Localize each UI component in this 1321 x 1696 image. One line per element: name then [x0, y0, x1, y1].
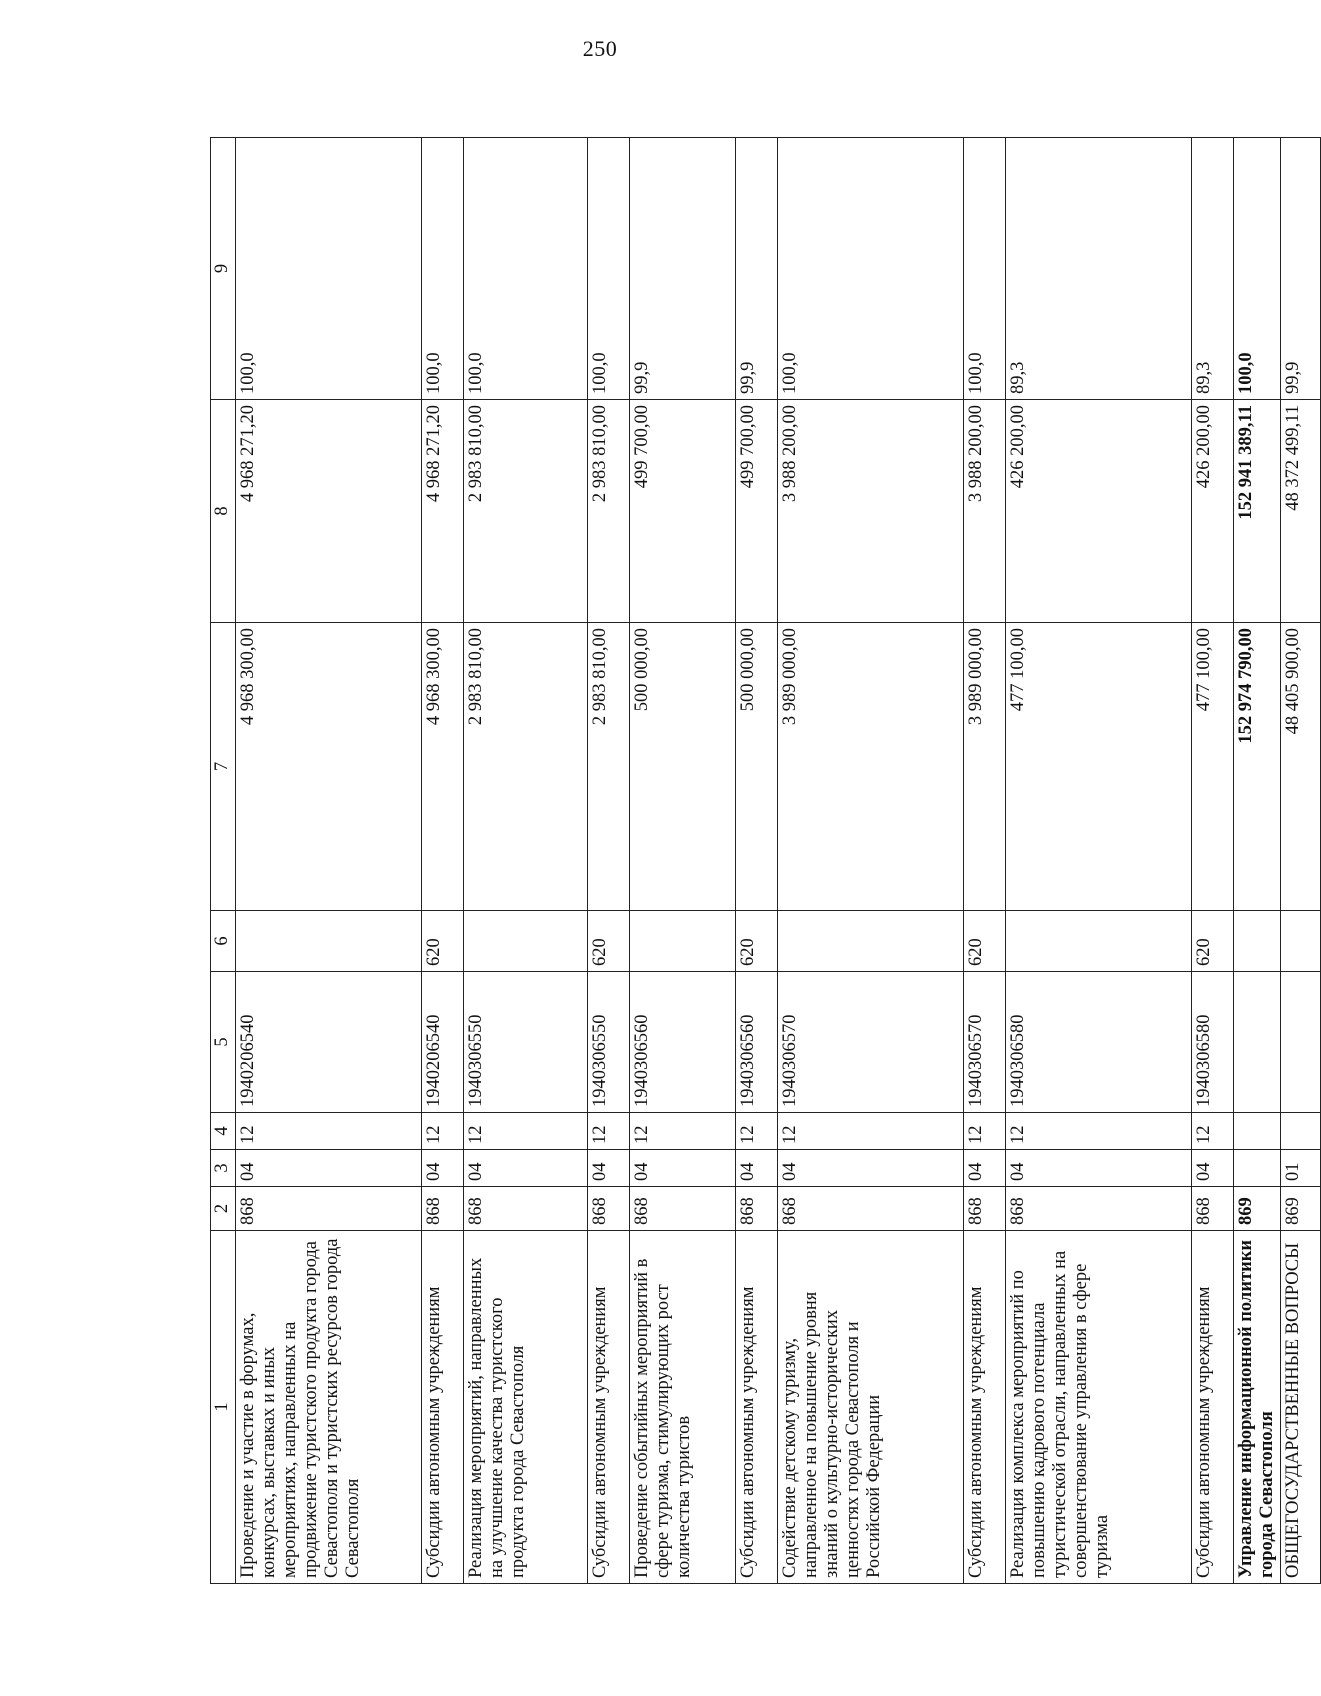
row-approved-amount-cell: 2 983 810,00 [464, 623, 588, 911]
header-cell-9: 9 [211, 138, 236, 400]
row-target-item-cell: 1940306580 [1006, 972, 1192, 1113]
row-expense-type-cell [1006, 911, 1192, 972]
table-row [464, 138, 588, 1584]
row-approved-amount-cell: 4 968 300,00 [422, 623, 464, 911]
row-executed-amount-cell: 499 700,00 [630, 400, 736, 623]
row-expense-type-cell: 620 [736, 911, 778, 972]
row-subsection-code-cell: 12 [964, 1113, 1006, 1150]
header-cell-8: 8 [211, 400, 236, 623]
row-approved-amount-cell: 48 405 900,00 [1281, 623, 1321, 911]
row-executed-amount-cell: 48 372 499,11 [1281, 400, 1321, 623]
row-name-cell: Проведение событийных мероприятий в сфере туризма, стимулирующих рост количества туристов [630, 1231, 736, 1584]
row-name-cell: ОБЩЕГОСУДАРСТВЕННЫЕ ВОПРОСЫ [1281, 1231, 1321, 1584]
row-executed-amount-cell: 4 968 271,20 [422, 400, 464, 623]
row-subsection-code-cell: 12 [422, 1113, 464, 1150]
row-approved-amount-cell: 500 000,00 [736, 623, 778, 911]
row-name-cell: Субсидии автономным учреждениям [736, 1231, 778, 1584]
row-executed-amount-cell: 499 700,00 [736, 400, 778, 623]
row-executed-amount-cell: 426 200,00 [1192, 400, 1234, 623]
row-approved-amount-cell: 477 100,00 [1006, 623, 1192, 911]
row-percent-cell: 89,3 [1192, 138, 1234, 400]
row-name-cell: Субсидии автономным учреждениям [588, 1231, 630, 1584]
row-expense-type-cell: 620 [1192, 911, 1234, 972]
header-cell-7: 7 [211, 623, 236, 911]
table-row [736, 138, 778, 1584]
row-executed-amount-cell: 2 983 810,00 [464, 400, 588, 623]
row-subsection-code-cell: 12 [1006, 1113, 1192, 1150]
header-row [211, 138, 236, 1584]
row-approved-amount-cell: 152 974 790,00 [1234, 623, 1281, 911]
row-name-cell: Субсидии автономным учреждениям [422, 1231, 464, 1584]
budget-table [210, 137, 1321, 1584]
row-percent-cell: 100,0 [588, 138, 630, 400]
row-subsection-code-cell [1234, 1113, 1281, 1150]
row-percent-cell: 100,0 [778, 138, 964, 400]
row-expense-type-cell: 620 [964, 911, 1006, 972]
row-department-code-cell: 868 [422, 1187, 464, 1231]
page-number: 250 [582, 36, 618, 61]
header-cell-6: 6 [211, 911, 236, 972]
table-row [964, 138, 1006, 1584]
row-expense-type-cell [1234, 911, 1281, 972]
row-percent-cell: 100,0 [964, 138, 1006, 400]
row-executed-amount-cell: 2 983 810,00 [588, 400, 630, 623]
row-department-code-cell: 868 [464, 1187, 588, 1231]
row-percent-cell: 100,0 [1234, 138, 1281, 400]
row-executed-amount-cell: 426 200,00 [1006, 400, 1192, 623]
row-name-cell: Проведение и участие в форумах, конкурсах, выставках и иных мероприятиях, направленных на продвижение туристского продукта города Севастополя и туристских ресурсов города Севастополя [236, 1231, 422, 1584]
row-section-code-cell [1234, 1150, 1281, 1187]
row-expense-type-cell [464, 911, 588, 972]
row-approved-amount-cell: 3 989 000,00 [964, 623, 1006, 911]
row-expense-type-cell [1281, 911, 1321, 972]
row-percent-cell: 100,0 [422, 138, 464, 400]
row-target-item-cell: 1940206540 [236, 972, 422, 1113]
row-section-code-cell: 01 [1281, 1150, 1321, 1187]
row-expense-type-cell: 620 [422, 911, 464, 972]
row-department-code-cell: 868 [778, 1187, 964, 1231]
table-body [211, 138, 1321, 1584]
row-approved-amount-cell: 3 989 000,00 [778, 623, 964, 911]
row-name-cell: Содействие детскому туризму, направленное на повышение уровня знаний о культурно-исторических ценностях города Севастополя и Российской Федерации [778, 1231, 964, 1584]
row-expense-type-cell [630, 911, 736, 972]
header-cell-4: 4 [211, 1113, 236, 1150]
table-row [1006, 138, 1192, 1584]
row-executed-amount-cell: 3 988 200,00 [778, 400, 964, 623]
row-target-item-cell: 1940306550 [464, 972, 588, 1113]
row-section-code-cell: 04 [736, 1150, 778, 1187]
table-row [778, 138, 964, 1584]
row-name-cell: Управление информационной политики города Севастополя [1234, 1231, 1281, 1584]
table-row [1192, 138, 1234, 1584]
row-section-code-cell: 04 [778, 1150, 964, 1187]
row-section-code-cell: 04 [588, 1150, 630, 1187]
row-target-item-cell: 1940306570 [778, 972, 964, 1113]
row-percent-cell: 89,3 [1006, 138, 1192, 400]
row-expense-type-cell: 620 [588, 911, 630, 972]
row-section-code-cell: 04 [236, 1150, 422, 1187]
table-row [630, 138, 736, 1584]
row-approved-amount-cell: 500 000,00 [630, 623, 736, 911]
table-row [422, 138, 464, 1584]
row-target-item-cell [1281, 972, 1321, 1113]
row-subsection-code-cell [1281, 1113, 1321, 1150]
row-name-cell: Реализация мероприятий, направленных на улучшение качества туристского продукта города Севастополя [464, 1231, 588, 1584]
header-cell-3: 3 [211, 1150, 236, 1187]
row-approved-amount-cell: 4 968 300,00 [236, 623, 422, 911]
row-section-code-cell: 04 [630, 1150, 736, 1187]
row-subsection-code-cell: 12 [630, 1113, 736, 1150]
row-target-item-cell: 1940306570 [964, 972, 1006, 1113]
row-subsection-code-cell: 12 [778, 1113, 964, 1150]
row-subsection-code-cell: 12 [464, 1113, 588, 1150]
row-name-cell: Субсидии автономным учреждениям [1192, 1231, 1234, 1584]
header-cell-5: 5 [211, 972, 236, 1113]
row-target-item-cell: 1940306580 [1192, 972, 1234, 1113]
row-subsection-code-cell: 12 [1192, 1113, 1234, 1150]
row-approved-amount-cell: 477 100,00 [1192, 623, 1234, 911]
row-executed-amount-cell: 4 968 271,20 [236, 400, 422, 623]
row-target-item-cell [1234, 972, 1281, 1113]
row-section-code-cell: 04 [464, 1150, 588, 1187]
rotated-table-container [210, 138, 1304, 1584]
row-subsection-code-cell: 12 [588, 1113, 630, 1150]
header-cell-1: 1 [211, 1231, 236, 1584]
row-section-code-cell: 04 [1192, 1150, 1234, 1187]
row-department-code-cell: 868 [964, 1187, 1006, 1231]
row-department-code-cell: 869 [1234, 1187, 1281, 1231]
row-subsection-code-cell: 12 [236, 1113, 422, 1150]
row-name-cell: Субсидии автономным учреждениям [964, 1231, 1006, 1584]
row-department-code-cell: 868 [736, 1187, 778, 1231]
row-section-code-cell: 04 [1006, 1150, 1192, 1187]
table-row [1281, 138, 1321, 1584]
row-target-item-cell: 1940306560 [736, 972, 778, 1113]
row-expense-type-cell [778, 911, 964, 972]
row-expense-type-cell [236, 911, 422, 972]
row-department-code-cell: 868 [630, 1187, 736, 1231]
row-percent-cell: 100,0 [464, 138, 588, 400]
row-name-cell: Реализация комплекса мероприятий по повышению кадрового потенциала туристической отрасли, направленных на совершенствование управления в сфере туризма [1006, 1231, 1192, 1584]
row-target-item-cell: 1940306560 [630, 972, 736, 1113]
table-row [236, 138, 422, 1584]
row-target-item-cell: 1940206540 [422, 972, 464, 1113]
header-cell-2: 2 [211, 1187, 236, 1231]
row-executed-amount-cell: 3 988 200,00 [964, 400, 1006, 623]
row-department-code-cell: 868 [236, 1187, 422, 1231]
row-target-item-cell: 1940306550 [588, 972, 630, 1113]
row-department-code-cell: 868 [1006, 1187, 1192, 1231]
row-approved-amount-cell: 2 983 810,00 [588, 623, 630, 911]
row-department-code-cell: 869 [1281, 1187, 1321, 1231]
row-section-code-cell: 04 [422, 1150, 464, 1187]
row-executed-amount-cell: 152 941 389,11 [1234, 400, 1281, 623]
row-percent-cell: 99,9 [736, 138, 778, 400]
row-department-code-cell: 868 [1192, 1187, 1234, 1231]
row-department-code-cell: 868 [588, 1187, 630, 1231]
row-percent-cell: 99,9 [1281, 138, 1321, 400]
row-percent-cell: 100,0 [236, 138, 422, 400]
table-row [588, 138, 630, 1584]
table-row [1234, 138, 1281, 1584]
row-percent-cell: 99,9 [630, 138, 736, 400]
row-subsection-code-cell: 12 [736, 1113, 778, 1150]
row-section-code-cell: 04 [964, 1150, 1006, 1187]
